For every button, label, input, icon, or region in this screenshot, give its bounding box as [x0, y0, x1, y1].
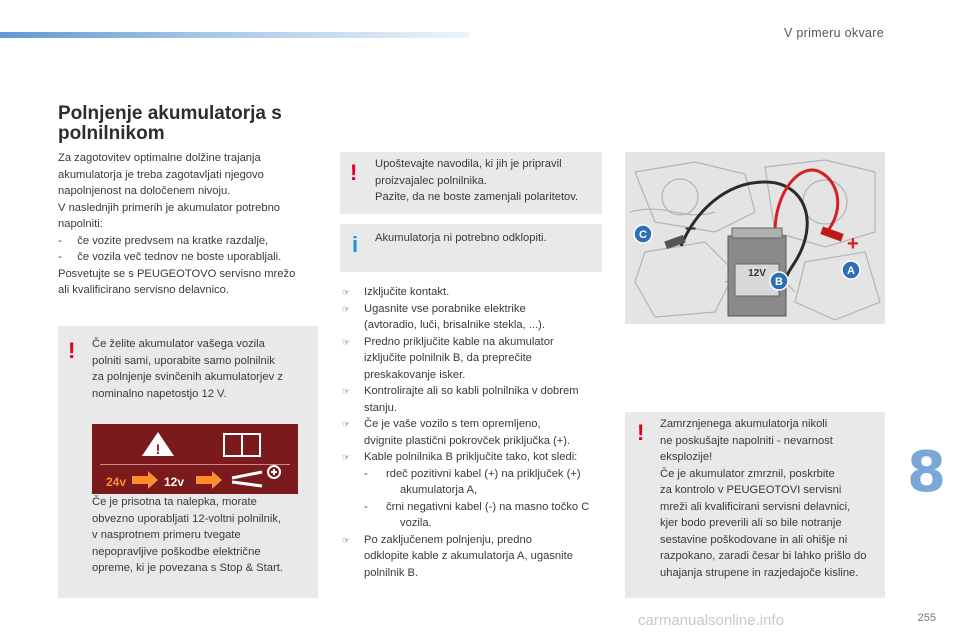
intro-line: Za zagotovitev optimalne dolžine trajanja — [58, 152, 261, 164]
warning-line: eksplozije! — [660, 451, 713, 463]
list-item — [342, 416, 604, 449]
warning-line: kjer bodo preverili ali so bile notranje — [660, 517, 842, 529]
warning-line: sestavine poškodovane in ali ohišje ni — [660, 533, 848, 546]
intro-line: napolniti: — [58, 218, 103, 230]
step-line: Ugasnite vse porabnike elektrike — [364, 302, 526, 315]
warning-text — [660, 416, 884, 581]
svg-text:12V: 12V — [748, 268, 766, 279]
pointer-bullet-icon: ☞ — [342, 303, 351, 314]
step-line: Kontrolirajte ali so kabli polnilnika v dobrem — [364, 385, 579, 397]
warning-line: opreme, ki je povezana s Stop & Start. — [92, 562, 283, 574]
header-gradient-bar — [0, 32, 470, 38]
intro-line: napolnjenost na določenem nivoju. — [58, 185, 231, 197]
step-line: Kable polnilnika B priključite tako, kot sledi: — [364, 451, 578, 463]
label-a-badge — [842, 261, 860, 279]
step-line: polnilnik B. — [364, 566, 419, 579]
sub-list-item: - črni negativni kabel (-) na masno točko C vozila. — [364, 499, 604, 532]
step-line: odklopite kable z akumulatorja A, ugasnite — [364, 550, 573, 562]
intro-line: - če vozila več tednov ne boste uporabljali. — [58, 251, 282, 263]
page-number: 255 — [917, 612, 936, 624]
intro-line: akumulatorja je treba zagotavljati njegovo — [58, 168, 264, 181]
label-divider — [100, 464, 290, 465]
warning-line: Upoštevajte navodila, ki jih je pripravil — [375, 158, 562, 170]
info-icon: i — [352, 232, 359, 257]
svg-text:!: ! — [155, 441, 161, 457]
label-graphic — [92, 424, 298, 494]
pointer-bullet-icon: ☞ — [342, 287, 351, 297]
list-item — [342, 284, 604, 301]
pointer-bullet-icon: ☞ — [342, 386, 351, 396]
list-item — [342, 301, 604, 334]
pointer-bullet-icon: ☞ — [342, 534, 351, 545]
warning-line: Zamrznjenega akumulatorja nikoli — [660, 418, 828, 430]
info-box — [340, 224, 602, 272]
warning-line: za kontrolo v PEUGEOTOVI servisni — [660, 484, 842, 496]
engine-bay-figure — [625, 152, 885, 324]
arrow-icon — [132, 471, 158, 489]
warning-line: Če je akumulator zmrznil, poskrbite — [660, 467, 835, 480]
pointer-bullet-icon: ☞ — [342, 452, 351, 462]
step-line: Po zaključenem polnjenju, predno — [364, 533, 532, 546]
warning-line: v nasprotnem primeru tvegate — [92, 529, 241, 541]
warning-line: proizvajalec polnilnika. — [375, 174, 487, 187]
intro-line: V naslednjih primerih je akumulator potrebno — [58, 201, 281, 214]
warning-box-frozen-battery — [625, 412, 885, 598]
step-line: izključite polnilnik B, da preprečite — [364, 352, 532, 364]
warning-box-polarity — [340, 152, 602, 214]
step-line: Predno priključite kable na akumulator — [364, 335, 554, 348]
sub-list-item: - rdeč pozitivni kabel (+) na priključek (+) akumulatorja A, — [364, 466, 604, 499]
step-line: črni negativni kabel (-) na masno točko C — [386, 500, 590, 513]
warning-text — [375, 156, 599, 206]
warning-line: obvezno uporabljati 12-voltni polnilnik, — [92, 512, 282, 525]
label-12v: 12v — [164, 475, 185, 489]
intro-text — [58, 150, 320, 299]
manual-book-icon — [224, 434, 260, 456]
warning-line: Če želite akumulator vašega vozila — [92, 338, 265, 350]
step-line: stanju. — [364, 401, 397, 414]
label-c-badge — [634, 225, 652, 243]
warning-line: nominalno napetostjo 12 V. — [92, 387, 227, 400]
warning-icon: ! — [637, 420, 645, 445]
intro-line: Posvetujte se s PEUGEOTOVO servisno mrežo — [58, 267, 296, 280]
intro-line: ali kvalificirano servisno delavnico. — [58, 284, 229, 296]
svg-text:i: i — [240, 439, 244, 455]
watermark: carmanualsonline.info — [638, 612, 784, 629]
step-line: dvignite plastični pokrovček priključka (+). — [364, 434, 571, 447]
chapter-number: 8 — [907, 440, 946, 505]
list-item — [342, 449, 604, 532]
warning-line: nepopravljive poškodbe električne — [92, 545, 261, 558]
intro-line: - če vozite predvsem na kratke razdalje, — [58, 234, 269, 247]
step-line: (avtoradio, luči, brisalnike stekla, ...). — [364, 319, 545, 331]
list-item — [342, 334, 604, 384]
svg-text:C: C — [639, 229, 647, 241]
svg-text:B: B — [775, 276, 783, 288]
warning-line: razpokano, zaradi česar bi lahko prišlo do — [660, 550, 867, 562]
plus-sign: + — [847, 233, 859, 255]
arrow-icon — [196, 471, 222, 489]
warning-line: mreži ali kvalificirani servisni delavnici, — [660, 500, 851, 513]
pointer-bullet-icon: ☞ — [342, 336, 351, 347]
chapter-title: V primeru okvare — [784, 26, 884, 40]
list-item — [342, 383, 604, 416]
warning-line: uhajanja strupene in razjedajoče kisline. — [660, 566, 859, 579]
warning-icon: ! — [68, 338, 76, 363]
step-line: vozila. — [400, 517, 432, 529]
info-text: Akumulatorja ni potrebno odklopiti. — [375, 232, 547, 244]
label-24v: 24v — [106, 475, 127, 489]
clamp-icon — [232, 466, 280, 486]
warning-line: ne poskušajte napolniti - nevarnost — [660, 434, 833, 447]
label-b-badge — [770, 272, 788, 290]
warning-text — [92, 336, 314, 402]
engine-illustration — [625, 152, 885, 324]
list-item — [342, 532, 604, 582]
step-line: Izklјučite kontakt. — [364, 286, 450, 298]
minus-sign: – — [685, 217, 697, 239]
procedure-steps — [342, 284, 604, 581]
warning-icon: ! — [350, 160, 358, 185]
warning-text-after-label — [92, 494, 314, 577]
step-line: Če je vaše vozilo s tem opremljeno, — [364, 418, 541, 430]
step-line: preskakovanje isker. — [364, 368, 466, 381]
step-line: akumulatorja A, — [400, 484, 478, 496]
pointer-bullet-icon: ☞ — [342, 419, 351, 429]
step-line: rdeč pozitivni kabel (+) na priključek (+) — [386, 467, 581, 480]
warning-line: Pazite, da ne boste zamenjali polaritetov. — [375, 191, 579, 203]
svg-text:A: A — [847, 265, 855, 277]
page-title: Polnjenje akumulatorja s polnilnikom — [58, 103, 282, 144]
warning-line: Če je prisotna ta nalepka, morate — [92, 496, 257, 508]
warning-line: za polnjenje svinčenih akumulatorjev z — [92, 371, 283, 383]
warning-line: polniti sami, uporabite samo polnilnik — [92, 354, 275, 367]
stop-start-label — [92, 424, 298, 494]
